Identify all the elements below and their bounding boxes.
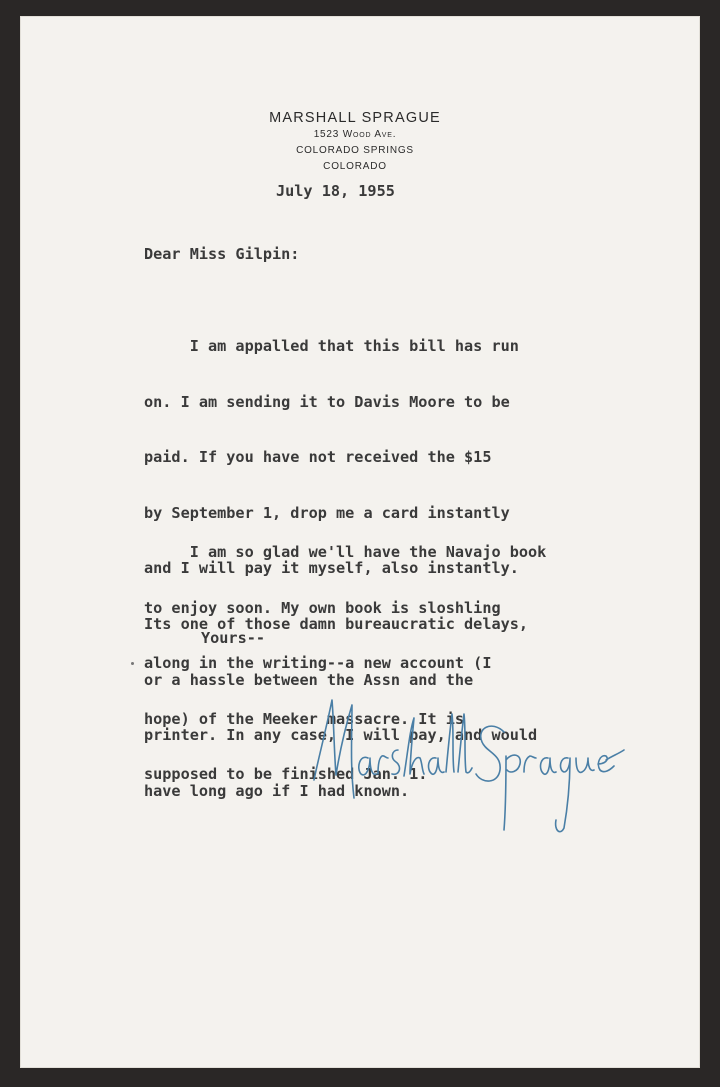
letterhead-city: COLORADO SPRINGS xyxy=(296,145,414,156)
paragraph-line: Its one of those damn bureaucratic delays, xyxy=(144,614,529,633)
salutation: Dear Miss Gilpin: xyxy=(144,245,300,263)
paragraph-line: hope) of the Meeker massacre. It is xyxy=(144,709,465,728)
letterhead-name: MARSHALL SPRAGUE xyxy=(269,110,441,126)
paragraph-line: and I will pay it myself, also instantly. xyxy=(144,559,519,578)
paragraph-line: have long ago if I had known. xyxy=(144,781,410,800)
paragraph-line: on. I am sending it to Davis Moore to be xyxy=(144,392,510,411)
paragraph-line: I am so glad we'll have the Navajo book xyxy=(144,543,547,561)
letterhead xyxy=(20,109,690,175)
letterhead-street: 1523 Wood Ave. xyxy=(313,129,397,140)
handwritten-signature xyxy=(306,680,636,840)
closing: Yours-- xyxy=(201,629,266,647)
letterhead-state: COLORADO xyxy=(323,161,387,172)
paragraph-line: printer. In any case, I will pay, and would xyxy=(144,726,538,745)
paragraph-line: supposed to be finished Jan. 1. xyxy=(144,765,428,784)
letter-sheet xyxy=(20,16,700,1068)
letter-date: July 18, 1955 xyxy=(276,182,395,200)
paragraph-line: to enjoy soon. My own book is sloshling xyxy=(144,598,501,617)
paragraph-line: along in the writing--a new account (I xyxy=(144,654,492,673)
paper-speck xyxy=(131,662,134,665)
paragraph-line: or a hassle between the Assn and the xyxy=(144,670,474,689)
paragraph-line: by September 1, drop me a card instantly xyxy=(144,503,510,522)
paragraph-line: I am appalled that this bill has run xyxy=(144,337,519,355)
paragraph-line: paid. If you have not received the $15 xyxy=(144,448,492,467)
